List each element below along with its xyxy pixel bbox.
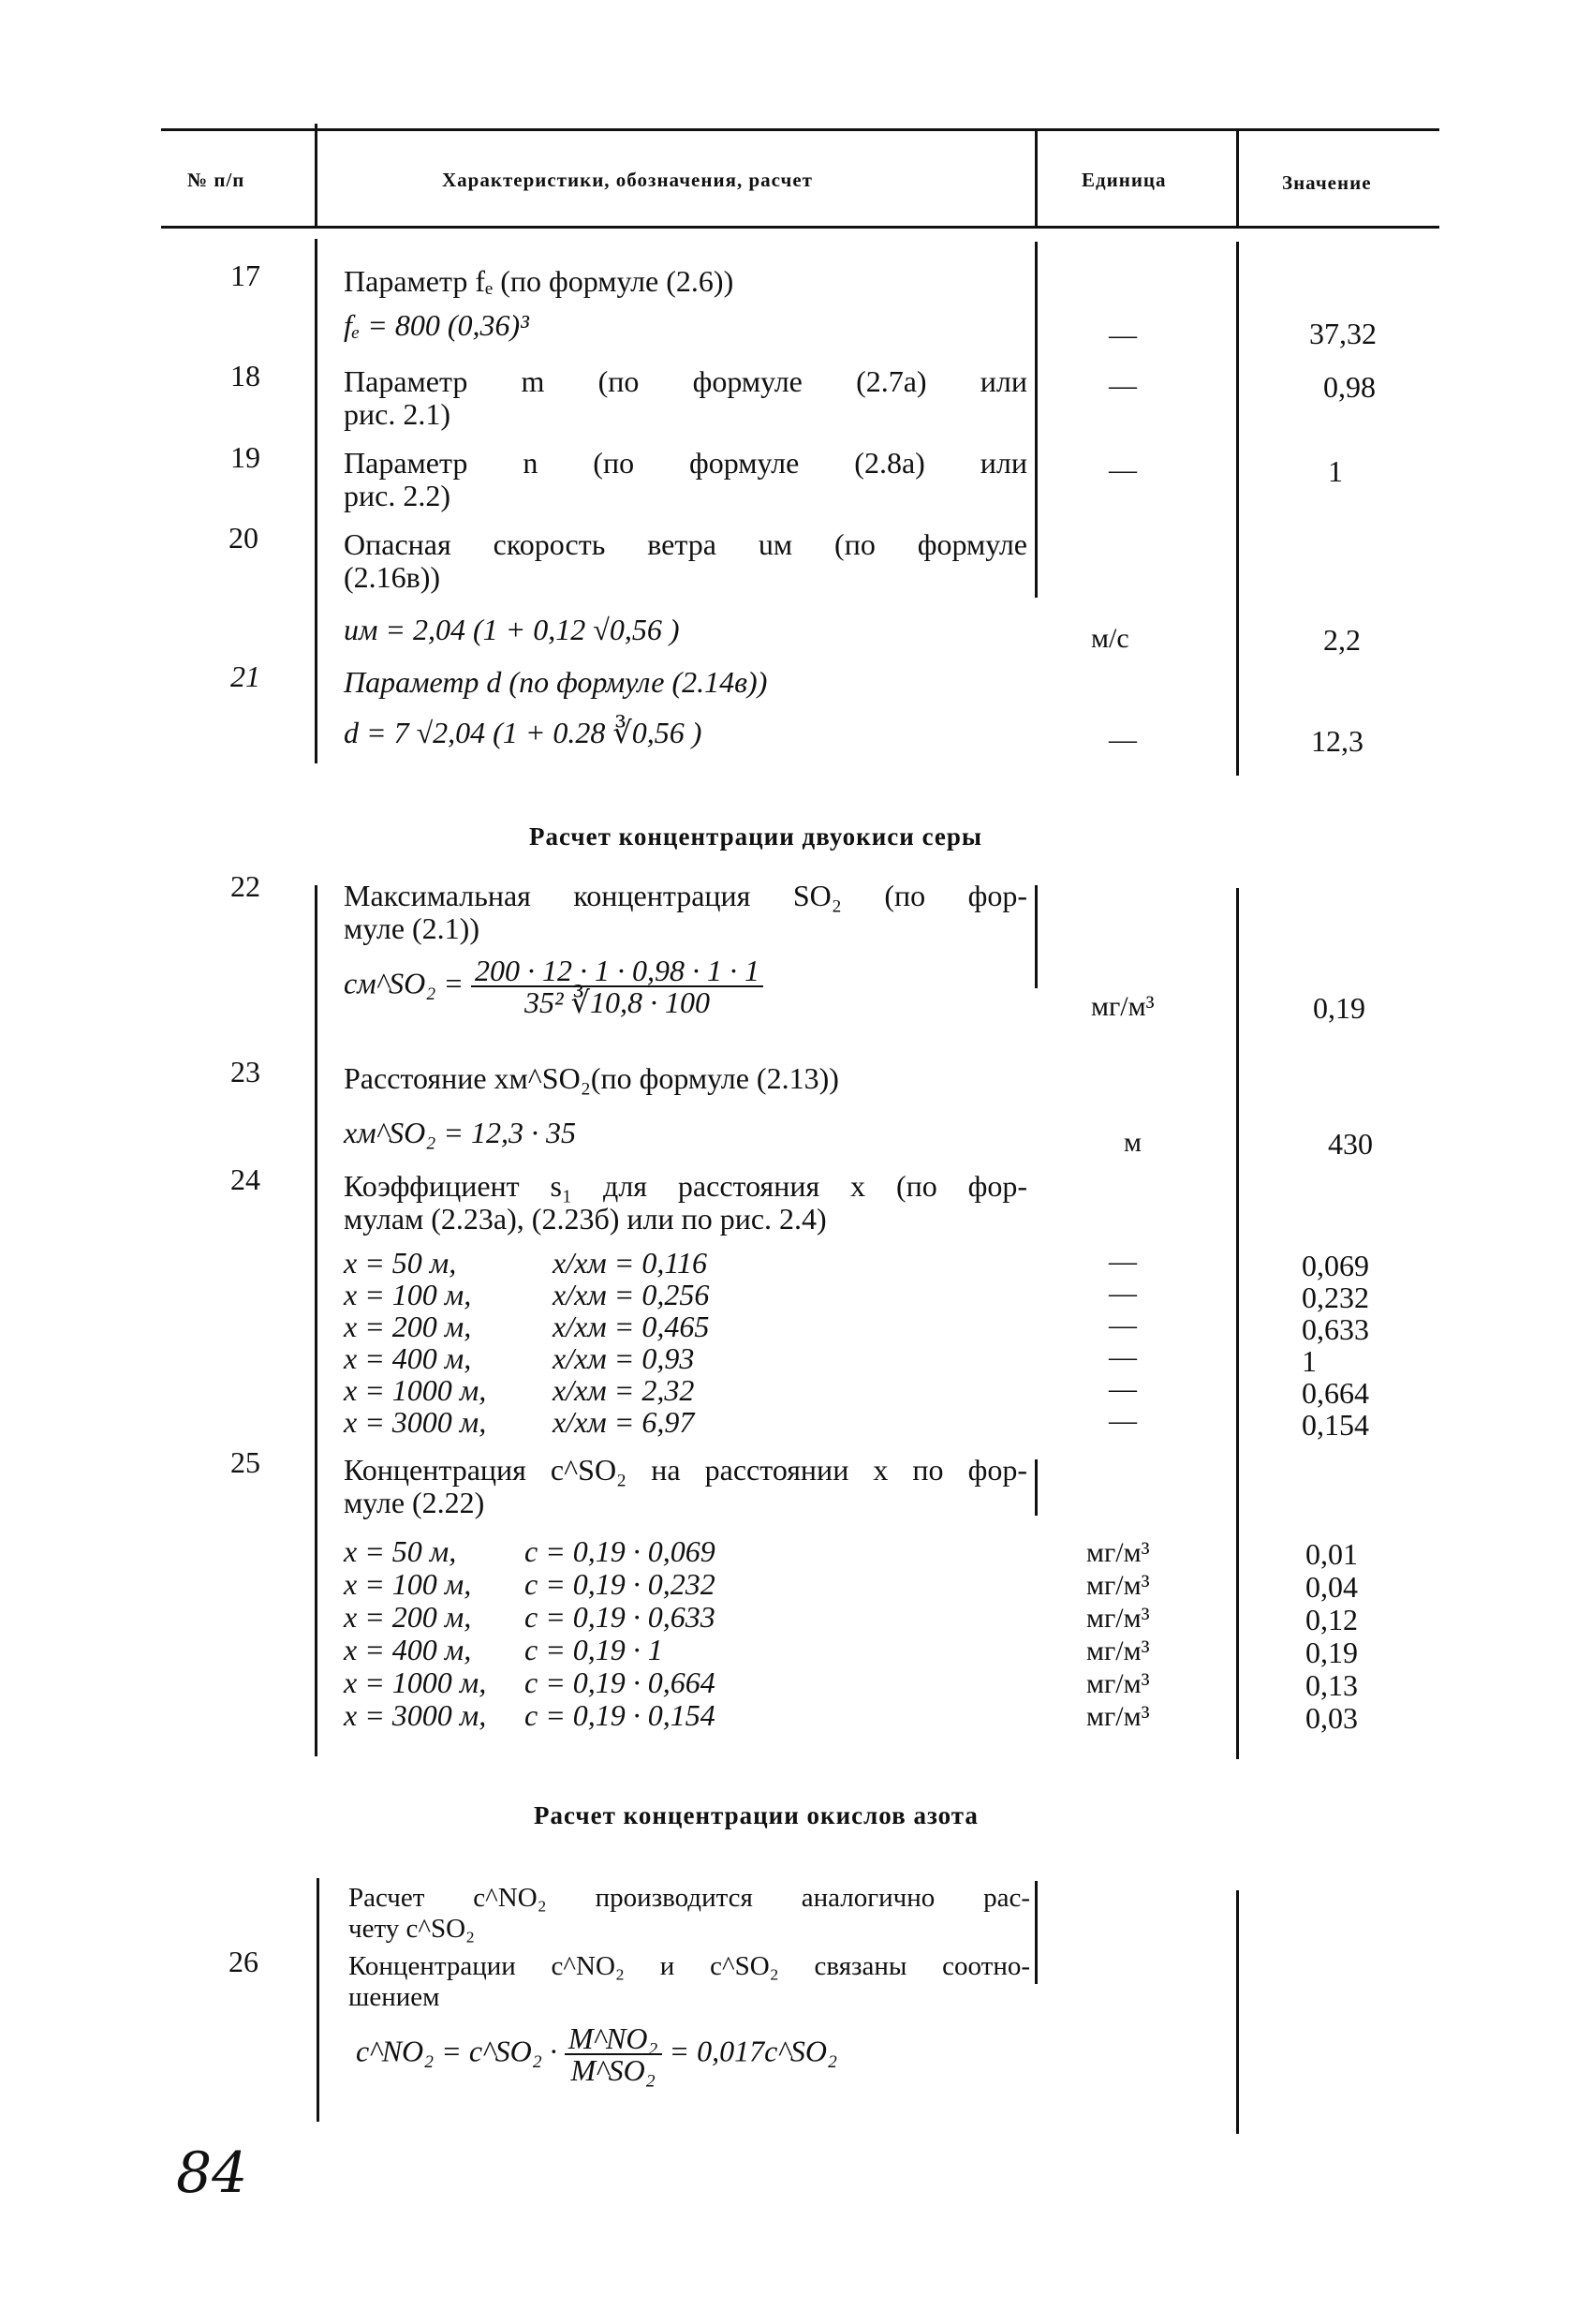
conc-row-c: c = 0,19 · 0,069 (524, 1534, 715, 1568)
block2-right-line (1035, 885, 1038, 988)
row-20-formula: uм = 2,04 (1 + 0,12 √0,56 ) (344, 613, 680, 646)
row-22-desc-line1: Максимальная концентрация SO₂ (по фор- (344, 879, 1027, 912)
coef-row-ratio: x/xм = 0,256 (553, 1278, 710, 1311)
conc-row-unit: мг/м³ (1086, 1701, 1150, 1732)
row-23-formula: xм^SO₂ = 12,3 · 35 (344, 1116, 576, 1149)
row-17-value: 37,32 (1309, 317, 1377, 350)
row-22-number: 22 (230, 869, 260, 903)
row-23-desc: Расстояние xм^SO₂(по формуле (2.13)) (344, 1061, 839, 1095)
row-19-desc-line1: Параметр n (по формуле (2.8а) или (344, 446, 1027, 480)
coef-row-x: x = 400 м, (344, 1341, 472, 1375)
header-col-no: № п/п (187, 169, 245, 191)
row-26-formula (356, 2023, 837, 2085)
coef-row-x: x = 50 м, (344, 1246, 457, 1280)
header-divider-2 (1035, 131, 1038, 227)
block2-left-line (315, 885, 317, 1756)
section-title-no2: Расчет концентрации окислов азота (534, 1801, 979, 1829)
row-20-desc-line2: (2.16в)) (344, 560, 441, 594)
row-21-unit: — (1109, 724, 1137, 755)
row-21-number: 21 (230, 659, 260, 693)
row-23-value: 430 (1328, 1127, 1373, 1161)
row-26-para1-line1: Расчет c^NO₂ производится аналогично рас- (348, 1883, 1030, 1913)
header-bottom-rule (161, 226, 1439, 229)
coef-row-unit: — (1109, 1310, 1137, 1340)
row-19-unit: — (1109, 454, 1137, 485)
conc-row-value: 0,12 (1305, 1603, 1358, 1636)
conc-row-x: x = 1000 м, (344, 1665, 487, 1699)
row-23-unit: м (1124, 1127, 1142, 1158)
row-24-number: 24 (230, 1162, 260, 1196)
row-25-desc-line1: Концентрация c^SO₂ на расстоянии x по фор- (344, 1453, 1027, 1487)
coef-row-value: 1 (1302, 1344, 1317, 1378)
row-18-desc-line2: рис. 2.1) (344, 397, 450, 431)
coef-row-unit: — (1109, 1246, 1137, 1277)
row-22-formula-denominator: 35² ∛10,8 · 100 (523, 985, 710, 1019)
coef-row-x: x = 200 м, (344, 1310, 472, 1343)
block3-left-line (317, 1878, 319, 2122)
coef-row-ratio: x/xм = 6,97 (553, 1405, 695, 1439)
conc-row-c: c = 0,19 · 1 (524, 1633, 663, 1666)
row-26-para2-line1: Концентрации c^NO₂ и c^SO₂ связаны соотно- (348, 1951, 1030, 1981)
conc-row-c: c = 0,19 · 0,633 (524, 1600, 715, 1634)
row-26-formula-rhs: = 0,017c^SO₂ (669, 2034, 838, 2068)
row-23-number: 23 (230, 1055, 260, 1088)
row-26-para1-line2: чету c^SO₂ (348, 1914, 476, 1944)
coef-row-value: 0,154 (1302, 1408, 1369, 1442)
row-22-formula-numerator: 200 · 12 · 1 · 0,98 · 1 · 1 (471, 955, 763, 987)
row-18-desc-line1: Параметр m (по формуле (2.7а) или (344, 364, 1027, 398)
row-21-formula: d = 7 √2,04 (1 + 0.28 ∛0,56 ) (344, 716, 702, 749)
row-25-desc-line2: муле (2.22) (344, 1486, 485, 1519)
header-divider-3 (1236, 131, 1239, 227)
coef-row-x: x = 3000 м, (344, 1405, 487, 1439)
coef-row-ratio: x/xм = 0,465 (553, 1310, 710, 1343)
conc-row-x: x = 3000 м, (344, 1698, 487, 1732)
section-title-so2: Расчет концентрации двуокиси серы (529, 822, 982, 851)
row-20-unit: м/с (1091, 623, 1129, 654)
coef-row-value: 0,232 (1302, 1280, 1369, 1314)
coef-row-value: 0,069 (1302, 1249, 1369, 1282)
row-26-para2-line2: шением (348, 1982, 440, 2012)
header-col-unit: Единица (1082, 169, 1167, 191)
row-17-formula: fₑ = 800 (0,36)³ (344, 308, 529, 342)
row-26-formula-denominator: M^SO₂ (570, 2053, 656, 2087)
row-19-value: 1 (1328, 454, 1343, 488)
conc-row-x: x = 200 м, (344, 1600, 472, 1634)
header-col-desc: Характеристики, обозначения, расчет (442, 169, 813, 191)
row-22-desc-line2: муле (2.1)) (344, 911, 479, 945)
block3-unit-line (1236, 1890, 1239, 2134)
row-22-formula (344, 955, 763, 1017)
row-18-value: 0,98 (1323, 370, 1376, 404)
row-21-desc: Параметр d (по формуле (2.14в)) (344, 665, 768, 699)
conc-row-value: 0,19 (1305, 1636, 1358, 1669)
header-divider-1 (315, 124, 317, 227)
page-number: 84 (176, 2140, 248, 2206)
conc-row-unit: мг/м³ (1086, 1636, 1150, 1666)
row-26-formula-numerator: M^NO₂ (565, 2023, 662, 2055)
row-25-number: 25 (230, 1445, 260, 1479)
conc-row-unit: мг/м³ (1086, 1537, 1150, 1568)
coef-row-unit: — (1109, 1278, 1137, 1309)
row-26-formula-fraction (565, 2023, 662, 2085)
conc-row-value: 0,13 (1305, 1668, 1358, 1702)
header-col-value: Значение (1282, 171, 1372, 194)
block2-unit-line (1236, 888, 1239, 1759)
row-20-value: 2,2 (1323, 623, 1361, 657)
conc-row-value: 0,03 (1305, 1701, 1358, 1735)
conc-row-x: x = 100 м, (344, 1567, 472, 1601)
row-22-unit: мг/м³ (1091, 991, 1155, 1022)
conc-row-x: x = 400 м, (344, 1633, 472, 1666)
block3-right-line (1035, 1881, 1038, 1984)
row-17-unit: — (1109, 319, 1137, 350)
block1-right-line (1035, 242, 1038, 598)
row-22-value: 0,19 (1313, 991, 1365, 1025)
coef-row-x: x = 100 м, (344, 1278, 472, 1311)
row-19-desc-line2: рис. 2.2) (344, 479, 450, 512)
block1-unit-line (1236, 242, 1239, 776)
coef-row-x: x = 1000 м, (344, 1373, 487, 1407)
row-22-formula-fraction (471, 955, 763, 1017)
row-17-number: 17 (230, 259, 260, 292)
coef-row-ratio: x/xм = 2,32 (553, 1373, 695, 1407)
row-18-number: 18 (230, 359, 260, 392)
coef-row-unit: — (1109, 1405, 1137, 1436)
coef-row-ratio: x/xм = 0,93 (553, 1341, 695, 1375)
conc-row-unit: мг/м³ (1086, 1570, 1150, 1601)
row-17-desc: Параметр fₑ (по формуле (2.6)) (344, 264, 734, 298)
coef-row-unit: — (1109, 1341, 1137, 1372)
coef-row-value: 0,633 (1302, 1312, 1369, 1346)
row-18-unit: — (1109, 370, 1137, 401)
conc-row-c: c = 0,19 · 0,154 (524, 1698, 715, 1732)
conc-row-value: 0,01 (1305, 1537, 1358, 1571)
row-22-formula-lhs: cм^SO₂ = (344, 966, 464, 1000)
row-21-value: 12,3 (1311, 724, 1364, 758)
conc-row-c: c = 0,19 · 0,232 (524, 1567, 715, 1601)
row-24-desc-line2: мулам (2.23а), (2.23б) или по рис. 2.4) (344, 1202, 827, 1236)
row-20-desc-line1: Опасная скорость ветра uм (по формуле (344, 527, 1027, 561)
row-19-number: 19 (230, 440, 260, 474)
row-24-desc-line1: Коэффициент s₁ для расстояния x (по фор- (344, 1169, 1027, 1203)
conc-row-value: 0,04 (1305, 1570, 1358, 1604)
conc-row-x: x = 50 м, (344, 1534, 457, 1568)
row-20-number: 20 (228, 521, 258, 555)
header-top-rule (161, 128, 1439, 131)
conc-row-unit: мг/м³ (1086, 1603, 1150, 1634)
row-26-formula-lhs: c^NO₂ = c^SO₂ · (356, 2034, 557, 2068)
row-26-number: 26 (228, 1945, 258, 1978)
conc-row-unit: мг/м³ (1086, 1668, 1150, 1699)
block1-left-line (315, 239, 317, 763)
conc-row-c: c = 0,19 · 0,664 (524, 1665, 715, 1699)
coef-row-ratio: x/xм = 0,116 (553, 1246, 707, 1280)
row-25-right-line (1035, 1459, 1038, 1516)
coef-row-unit: — (1109, 1373, 1137, 1404)
coef-row-value: 0,664 (1302, 1376, 1369, 1410)
